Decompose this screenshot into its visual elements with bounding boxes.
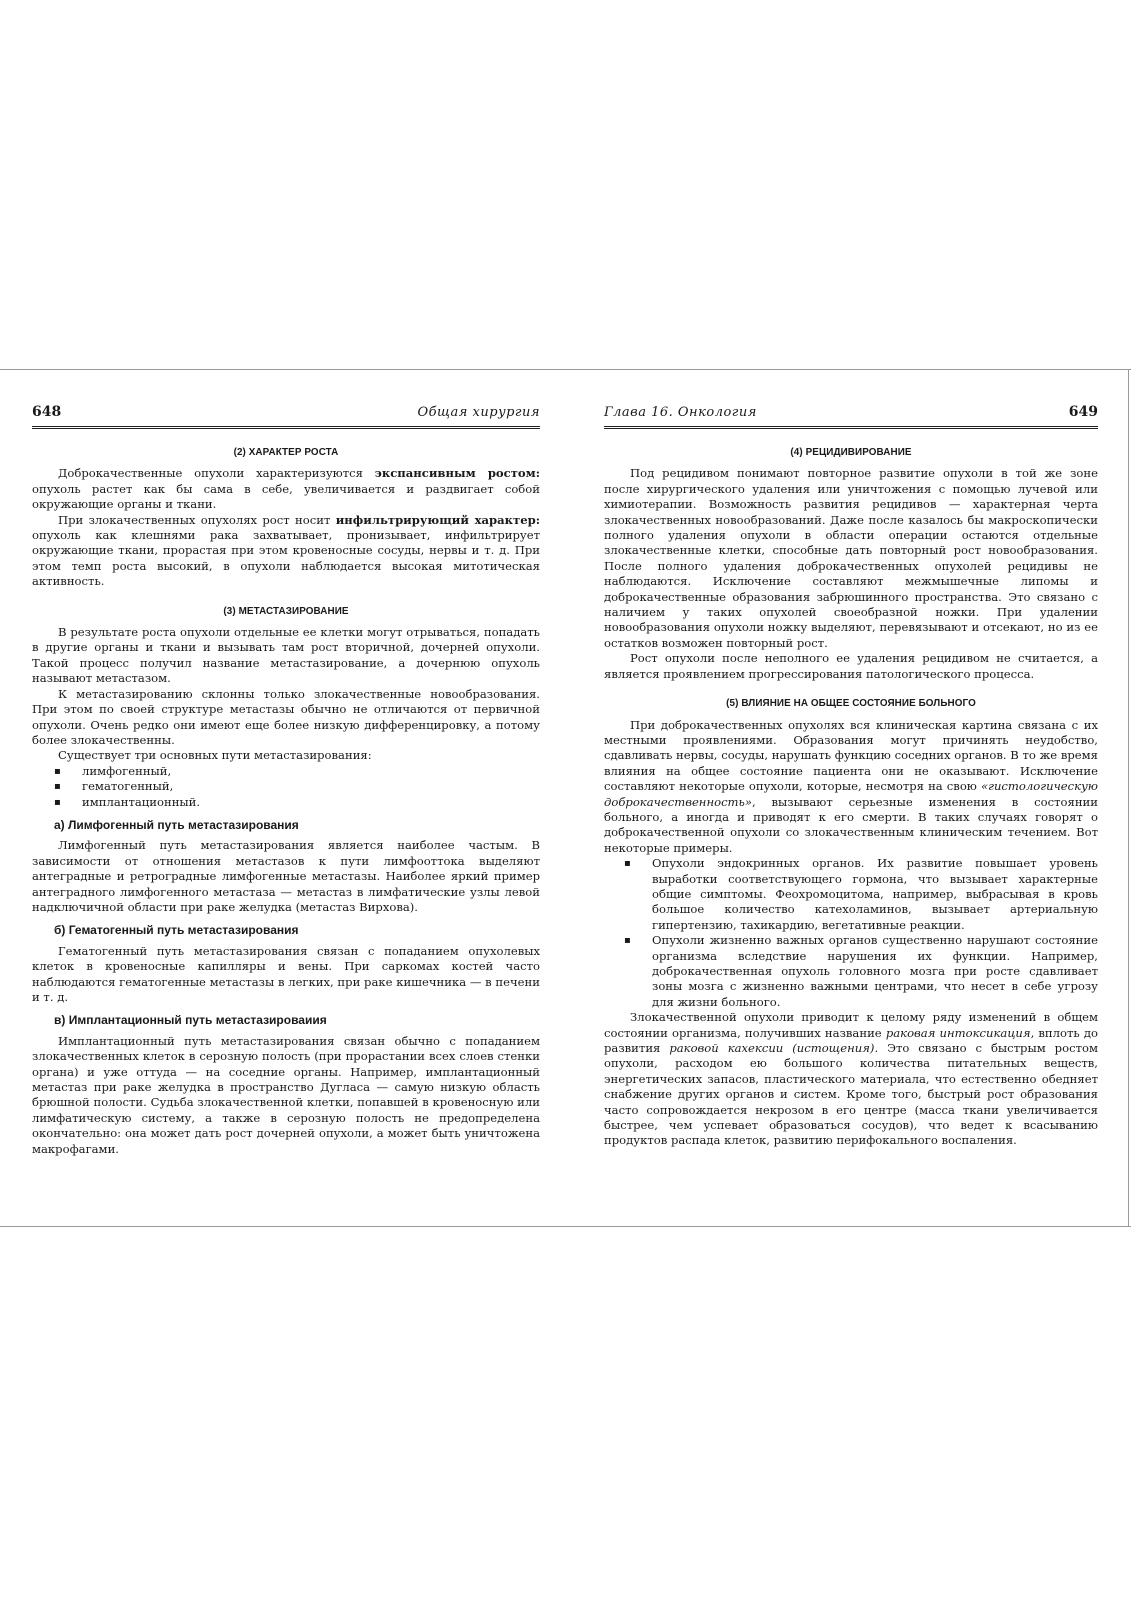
paragraph: Имплантационный путь метастазирования связан обычно с попаданием злокачественных клеток в серозную полость (при прорастании всех слоев стенки органа) и уже оттуда — на соседние органы. Например, имплантационный метастаз при раке желудка в пространство Дугласа — самую низкую область брюшной полости. Судьба злокачественной клетки, попавшей в кровеносную или лимфатическую систему, а также в серозную полость не предопределена окончательно: она может дать рост дочерней опухоли, а может быть уничтожена макрофагами. — [32, 1033, 540, 1156]
section-heading-recurrence: (4) РЕЦИДИВИРОВАНИЕ — [790, 447, 912, 458]
paragraph: При доброкачественных опухолях вся клиническая картина связана с их местными проявлениями. Образования могут причинять неудобство, сдавливать нервы, сосуды, нарушать функцию соседних органов. В то же время влияния на общее состояние пациента они не оказывают. Исключение составляют некоторые опухоли, которые, несмотря на свою «гистологическую доброкачественность», вызывают серьезные изменения в состоянии больного, а иногда и приводят к его смерти. В таких случаях говорят о доброкачественной опухоли со злокачественным клиническим течением. Вот некоторые примеры. — [604, 717, 1098, 855]
left-page — [32, 404, 540, 1157]
right-page — [604, 404, 1098, 1149]
subheading-hematogenic: б) Гематогенный путь метастазирования — [54, 923, 299, 938]
list-item: ▪ Опухоли жизненно важных органов существенно нарушают состояние организма вследствие нарушения их функции. Например, доброкачественная опухоль головного мозга при росте сдавливает зоны мозга с жизненно важными центрами, что несет в себе угрозу для жизни больного. — [604, 933, 1098, 1010]
paragraph: Доброкачественные опухоли характеризуются экспансивным ростом: опухоль растет как бы сама в себе, увеличивается и раздвигает собой окружающие органы и ткани. — [32, 466, 540, 512]
left-page-content — [32, 445, 540, 1157]
paragraph: При злокачественных опухолях рост носит инфильтрирующий характер: опухоль как клешнями рака захватывает, пронизывает, инфильтрирует окружающие ткани, прорастая при этом кровеносные сосуды, нервы и т. д. При этом темп роста высокий, в опухоли наблюдается высокая митотическая активность. — [32, 512, 540, 589]
right-running-head — [604, 404, 1098, 429]
section-heading-growth: (2) ХАРАКТЕР РОСТА — [233, 447, 339, 458]
paragraph: Существует три основных пути метастазирования: — [58, 748, 372, 763]
list-item: ▪ гематогенный, — [32, 779, 540, 794]
paragraph: Рост опухоли после неполного ее удаления рецидивом не считается, а является проявлением прогрессирования патологического процесса. — [604, 651, 1098, 681]
right-page-number: 649 — [1068, 404, 1098, 420]
examples-list — [604, 856, 1098, 1010]
left-page-number: 648 — [32, 404, 62, 420]
subheading-implantation: в) Имплантационный путь метастазироваиия — [54, 1013, 327, 1028]
section-heading-metastasis: (3) МЕТАСТАЗИРОВАНИЕ — [223, 605, 349, 617]
left-running-title: Общая хирургия — [417, 405, 540, 420]
right-running-title: Глава 16. Онкология — [604, 405, 757, 420]
list-item: ▪ лимфогенный, — [32, 764, 540, 779]
paragraph: К метастазированию склонны только злокачественные новообразования. При этом по своей структуре метастазы обычно не отличаются от первичной опухоли. Очень редко они имеют еще более низкую дифференцировку, а потому более злокачественны. — [32, 686, 540, 747]
list-item: ▪ имплантационный. — [32, 795, 540, 810]
paragraph: Гематогенный путь метастазирования связан с попаданием опухолевых клеток в кровеносные капилляры и вены. При саркомах костей часто наблюдаются гематогенные метастазы в легких, при раке кишечника — в печени и т. д. — [32, 943, 540, 1004]
scan-bottom-edge — [0, 1226, 1131, 1227]
scan-top-edge — [0, 369, 1131, 370]
paragraph: Злокачественной опухоли приводит к целому ряду изменений в общем состоянии организма, получивших название раковая интоксикация, вплоть до развития раковой кахексии (истощения). Это связано с быстрым ростом опухоли, расходом ею большого количества питательных веществ, энергетических запасов, пластического материала, что естественно обедняет снабжение других органов и систем. Кроме того, быстрый рост образования часто сопровождается некрозом в его центре (масса ткани увеличивается быстрее, чем успевает образоваться сосудов), что ведет к всасыванию продуктов распада клеток, развитию перифокального воспаления. — [604, 1010, 1098, 1148]
right-page-content — [604, 445, 1098, 1149]
subheading-lymphogenic: а) Лимфогенный путь метастазирования — [54, 817, 299, 832]
left-running-head — [32, 404, 540, 429]
paragraph: В результате роста опухоли отдельные ее клетки могут отрываться, попадать в другие органы и ткани и вызывать там рост вторичной, дочерней опухоли. Такой процесс получил название метастазирование, а дочернюю опухоль называют метастазом. — [32, 625, 540, 686]
list-item: ▪ Опухоли эндокринных органов. Их развитие повышает уровень выработки соответствующего гормона, что вызывает характерные общие симптомы. Феохромоцитома, например, выбрасывая в кровь большое количество катехоламинов, вызывает артериальную гипертензию, тахикардию, вегетативные реакции. — [604, 856, 1098, 933]
section-heading-general-state: (5) ВЛИЯНИЕ НА ОБЩЕЕ СОСТОЯНИЕ БОЛЬНОГО — [726, 698, 976, 710]
paragraph: Лимфогенный путь метастазирования является наиболее частым. В зависимости от отношения метастазов к пути лимфооттока выделяют антеградные и ретроградные лимфогенные метастазы. Наиболее яркий пример антеградного лимфогенного метастаза — метастаз в лимфатические узлы левой надключичной области при раке желудка (метастаз Вирхова). — [32, 838, 540, 914]
metastasis-paths-list — [32, 764, 540, 810]
paragraph: Под рецидивом понимают повторное развитие опухоли в той же зоне после хирургического удаления или уничтожения с помощью лучевой или химиотерапии. Возможность развития рецидивов — характерная черта злокачественных новообразований. Даже после казалось бы макроскопически полного удаления опухоли в области операции остаются отдельные злокачественные клетки, способные дать повторный рост новообразования. После полного удаления доброкачественных опухолей рецидивы не наблюдаются. Исключение составляют межмышечные липомы и доброкачественные образования забрюшинного пространства. Это связано с наличием у таких опухолей своеобразной ножки. При удалении новообразования опухоли ножку выделяют, перевязывают и отсекают, но из ее остатков возможен повторный рост. — [604, 466, 1098, 650]
scan-right-edge — [1128, 369, 1129, 1227]
